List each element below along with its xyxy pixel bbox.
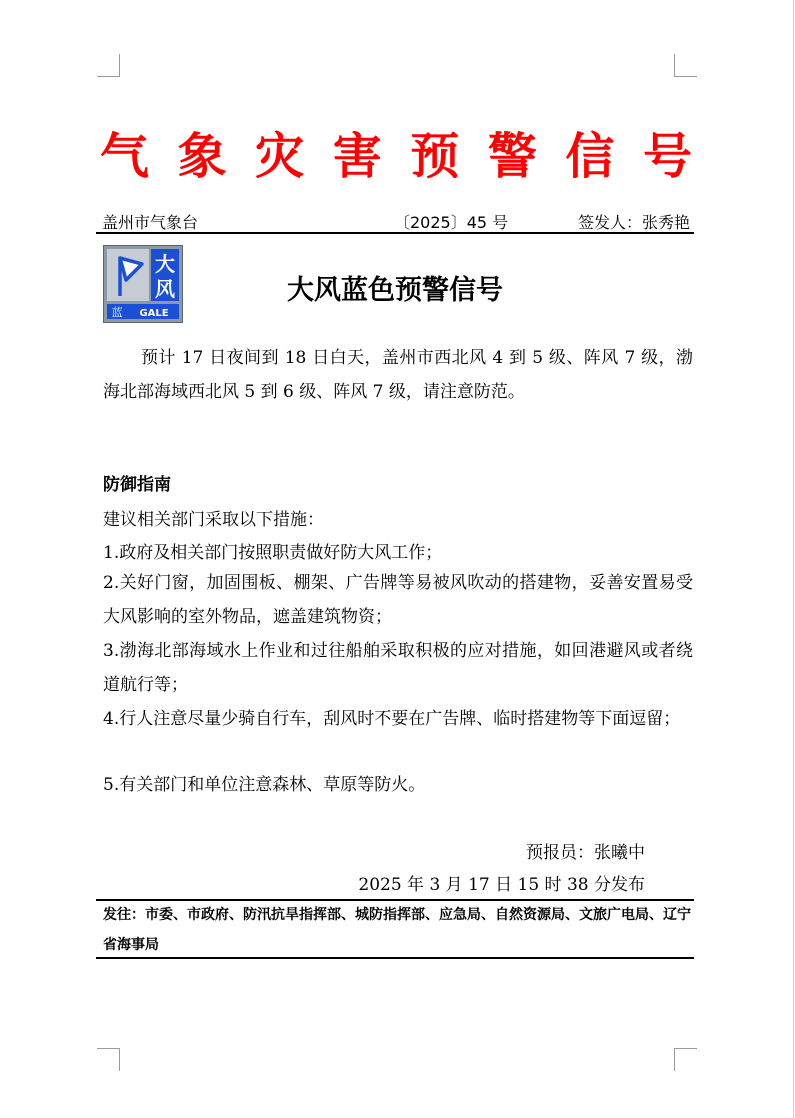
guidance-item: 1.政府及相关部门按照职责做好防大风工作； <box>103 543 443 563</box>
margin-corner-top-left <box>97 54 120 77</box>
title-char: 灾 <box>255 127 305 185</box>
title-char: 预 <box>410 127 460 185</box>
signer: 签发人：张秀艳 <box>577 213 690 232</box>
guidance-heading: 防御指南 <box>103 475 171 495</box>
icon-level-char: 蓝 <box>111 306 123 319</box>
margin-corner-top-right <box>674 54 697 77</box>
title-char: 警 <box>487 127 537 185</box>
title-char: 象 <box>177 127 227 185</box>
title-char: 害 <box>332 127 382 185</box>
gale-blue-warning-icon <box>103 245 183 323</box>
issuing-office: 盖州市气象台 <box>102 213 199 232</box>
icon-label: GALE <box>139 308 169 319</box>
guidance-item: 3.渤海北部海域水上作业和过往船舶采取积极的应对措施，如回港避风或者绕道航行等； <box>103 641 693 695</box>
guidance-intro: 建议相关部门采取以下措施： <box>103 510 324 530</box>
title-char: 气 <box>100 127 150 185</box>
forecaster: 预报员：张曦中 <box>526 843 645 863</box>
title-char: 信 <box>565 127 615 185</box>
icon-char-top: 大 <box>155 252 175 276</box>
margin-corner-bottom-right <box>674 1048 697 1071</box>
recipients: 发往：市委、市政府、防汛抗旱指挥部、城防指挥部、应急局、自然资源局、文旅广电局、辽宁省海事局 <box>103 907 691 953</box>
header-row <box>102 207 692 233</box>
document-title <box>96 118 696 188</box>
forecast-paragraph: 预计 17 日夜间到 18 日白天，盖州市西北风 4 到 5 级、阵风 7 级，渤海北部海域西北风 5 到 6 级、阵风 7 级，请注意防范。 <box>103 348 693 402</box>
page-edge <box>793 0 794 1118</box>
footer-rule-bottom <box>96 957 694 959</box>
header-rule <box>96 232 694 234</box>
icon-char-bottom: 风 <box>155 277 175 301</box>
guidance-item: 5.有关部门和单位注意森林、草原等防火。 <box>103 775 426 795</box>
margin-corner-bottom-left <box>97 1048 120 1071</box>
issue-time: 2025 年 3 月 17 日 15 时 38 分发布 <box>358 875 645 895</box>
document-number: 〔2025〕45 号 <box>394 213 509 232</box>
signal-title: 大风蓝色预警信号 <box>287 275 503 306</box>
guidance-item: 4.行人注意尽量少骑自行车，刮风时不要在广告牌、临时搭建物等下面逗留； <box>103 709 681 729</box>
title-char: 号 <box>642 127 692 185</box>
guidance-item: 2.关好门窗，加固围板、棚架、广告牌等易被风吹动的搭建物，妥善安置易受大风影响的室外物品，遮盖建筑物资； <box>103 573 693 627</box>
